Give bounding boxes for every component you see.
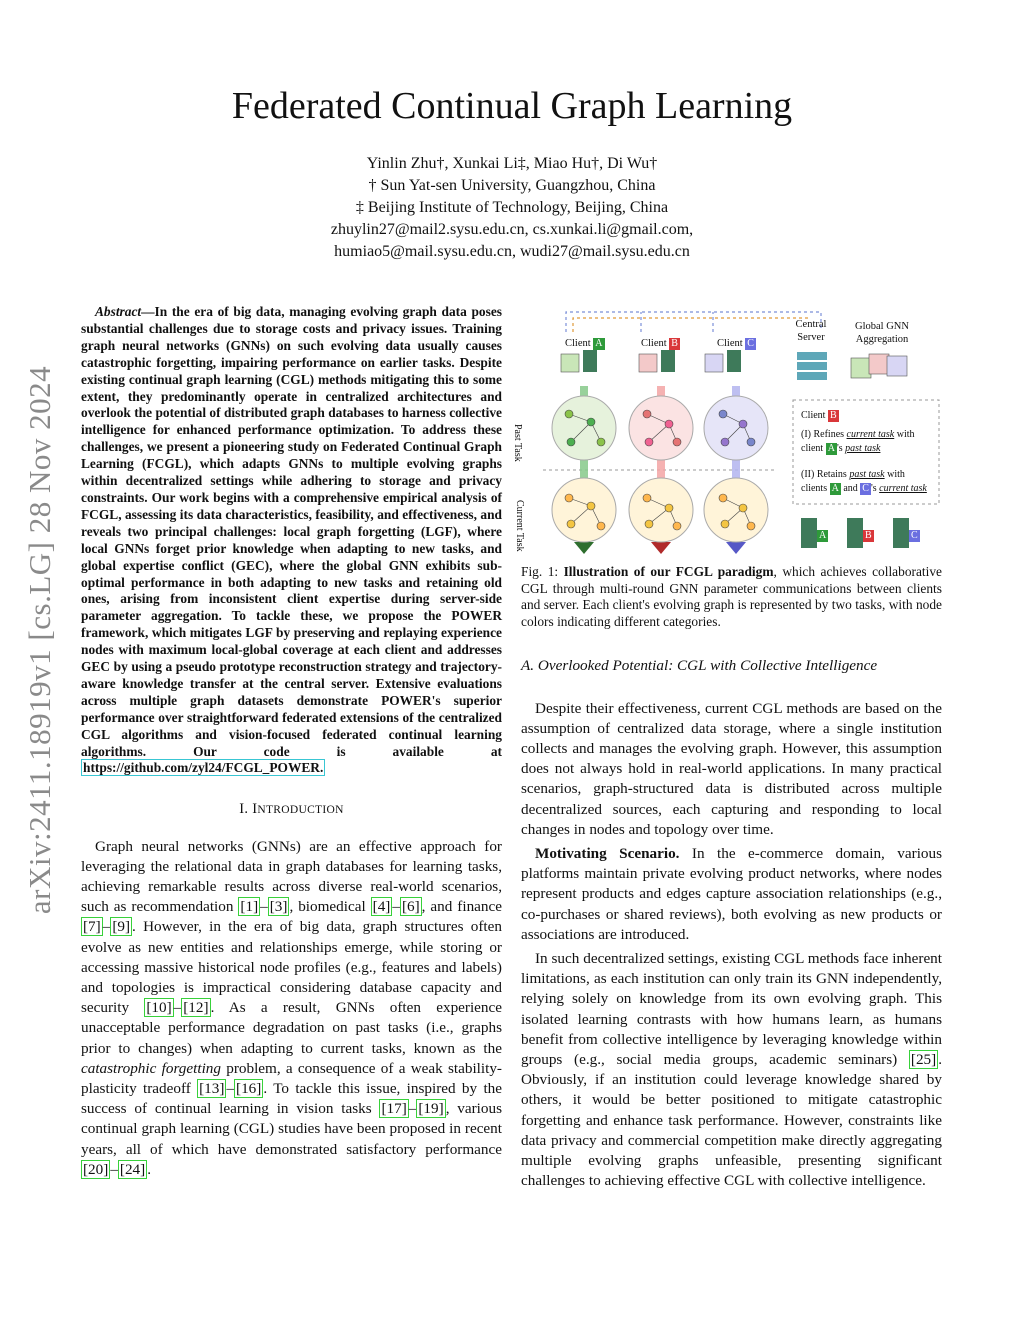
intro-emphasis: catastrophic forgetting (81, 1059, 221, 1077)
graph-b-current (629, 478, 693, 542)
section-heading-rest: NTRODUCTION (257, 804, 344, 817)
intro-text: , various continual graph learning (CGL) studies have been proposed in recent years, all of which have demonstrated satisfactory performance (81, 1100, 503, 1158)
section-a-paragraph-1: Despite their effectiveness, current CGL methods are based on the assumption of centralized data storage, where a single institution collects and manages the evolving graph. However, this assumption does not always hold in real-world applications. In many practical scenarios, graph-structured data is distributed across multiple decentralized sources, each capturing and responding to local changes in nodes and topology over time. (521, 699, 942, 838)
right-column (512, 304, 943, 1191)
section-number: I. (239, 801, 253, 818)
client-a-badge: A (595, 338, 603, 349)
citation[interactable]: [13] (199, 1080, 225, 1098)
current-task-label: Current Task (514, 500, 525, 552)
intro-text: . (147, 1160, 152, 1178)
panel-badge: A (831, 483, 839, 494)
client-c-label (717, 334, 756, 354)
badge-c: C (911, 530, 918, 541)
section-a-text: In such decentralized settings, existing CGL methods face inherent limitations, as each institution can only train its GNN independently, relying solely on knowledge from its own evolving graph. This isolated learning contrasts with how humans learn, as humans benefit from collective intelligence by leveraging knowledge within groups (e.g., social media groups, academic seminars) (521, 950, 942, 1069)
arrowhead-a (574, 542, 594, 554)
panel-client-text: Client (801, 410, 826, 421)
client-b-text: Client (641, 338, 667, 349)
panel-text: clients (801, 483, 830, 494)
panel-client-badge: B (829, 410, 837, 421)
intro-text: , and finance (421, 898, 502, 916)
client-b-label (641, 334, 680, 354)
panel-client-header (801, 406, 839, 426)
intro-text: . However, in the era of big data, graph structures often evolve as new entities and relationships emerge, while storing or accessing massive historical node profiles (e.g., features and labels) and topologies is impractical considering database capacity and security (81, 918, 502, 1017)
badge-a: A (819, 530, 827, 541)
caption-bold: Illustration of our FCGL paradigm (563, 564, 774, 579)
citation[interactable]: [16] (236, 1080, 262, 1098)
left-column (81, 304, 502, 1180)
graph-c-past (704, 396, 768, 460)
figure-1 (512, 304, 942, 554)
caption-label: Fig. 1: (521, 564, 564, 579)
email-line-1: zhuylin27@mail2.sysu.edu.cn, cs.xunkai.li@gmail.com, (330, 221, 694, 238)
panel-text: past task (849, 469, 885, 480)
past-task-label: Past Task (512, 424, 523, 462)
section-heading-introduction (81, 799, 502, 820)
client-b-badge: B (671, 338, 678, 349)
panel-text: 's (870, 483, 880, 494)
affiliation-1: † Sun Yat-sen University, Guangzhou, China (368, 177, 656, 194)
comm-line (573, 318, 811, 332)
client-a-text: Client (565, 338, 591, 349)
panel-text: client (801, 443, 826, 454)
section-heading-first: I (252, 801, 258, 818)
arxiv-text: arXiv:2411.18919v1 [cs.LG] 28 Nov 2024 (22, 365, 57, 915)
paper-title: Federated Continual Graph Learning (231, 85, 793, 127)
arrowhead-c (726, 542, 746, 554)
section-a-text: In the e-commerce domain, various platforms maintain private evolving product networks, where nodes represent products and edges capture association relationships (e.g., co-purchases or shared reviews), both evolving as new products or associations are introduced. (521, 845, 943, 943)
intro-text: . As a result, GNNs often experience unacceptable performance degradation on past tasks (i.e., graphs prior to changes) when adapting to current tasks, known as the (81, 999, 503, 1057)
section-a-paragraph-3 (521, 949, 942, 1191)
graph-c-current (704, 478, 768, 542)
panel-badge: C (862, 483, 869, 494)
intro-text: problem, a consequence of a weak stability-plasticity tradeoff (81, 1059, 502, 1098)
client-a-label (565, 334, 605, 354)
graph-b-past (629, 396, 693, 460)
bottom-badge-c (909, 526, 920, 546)
citation[interactable]: [25] (910, 1051, 937, 1069)
citation[interactable]: [19] (418, 1100, 444, 1118)
comm-line (566, 312, 821, 332)
intro-text: , biomedical (289, 898, 371, 916)
email-line-2: humiao5@mail.sysu.edu.cn, wudi27@mail.sysu.edu.cn (334, 243, 690, 260)
citation[interactable]: [17] (381, 1100, 407, 1118)
aggregation-icon (851, 354, 907, 378)
panel-text: (II) Retains (801, 469, 850, 480)
citation[interactable]: [3] (269, 898, 288, 916)
panel-text: and (840, 483, 861, 494)
arxiv-identifier (20, 340, 60, 940)
subsection-heading-a: A. Overlooked Potential: CGL with Collective Intelligence (521, 657, 878, 675)
bottom-badge-a (817, 526, 828, 546)
panel-text: current task (879, 483, 927, 494)
panel-text: past task (845, 443, 881, 454)
intro-paragraph: Graph neural networks (GNNs) are an effective approach for leveraging the relational data in graph databases for learning tasks, achieving remarkable results across diverse real-world scenarios, such as recommendation [1] – [3] , biomedical [4] – [6] , and finance [7] – [9] . However, in the era of big data, graph structures often evolve as new entities and relationships emerge, while storing or accessing massive historical node profiles (e.g., features and labels) and topologies is impractical considering database capacity and security [10] – [12] . As a result, GNNs often experience unacceptable performance degradation on past tasks (i.e., graphs prior to changes) when adapting to current tasks, known as the catastrophic forgetting problem, a consequence of a weak stability-plasticity tradeoff [13] – [16] . To tackle this issue, inspired by the success of continual learning in vision tasks [17] – [19] , various continual graph learning (CGL) studies have been proposed in recent years, all of which have demonstrated satisfactory performance [20] – [24] . (81, 837, 503, 1178)
graph-a-past (552, 396, 616, 460)
client-c-text: Client (717, 338, 743, 349)
citation[interactable]: [6] (401, 898, 420, 916)
citation[interactable]: [7] (83, 918, 101, 936)
panel-text: with (894, 429, 915, 440)
client-c-badge: C (747, 338, 754, 349)
panel-text: (I) Refines (801, 429, 847, 440)
author-names: Yinlin Zhu†, Xunkai Li‡, Miao Hu†, Di Wu† (366, 155, 658, 172)
citation[interactable]: [9] (112, 918, 131, 936)
panel-text: with (884, 469, 905, 480)
panel-text: current task (846, 429, 895, 440)
panel-line-ii (801, 468, 927, 496)
global-gnn-label: Global GNN Aggregation (855, 321, 909, 345)
citation[interactable]: [4] (372, 898, 391, 916)
abstract (81, 304, 502, 777)
intro-text: . To tackle this issue, inspired by the success of continual learning in vision tasks (81, 1080, 503, 1118)
bottom-badge-b (863, 526, 874, 546)
central-server-label: Central Server (795, 319, 827, 343)
abstract-text: —In the era of big data, managing evolving graph data poses substantial challenges due to storage costs and privacy issues. Training graph neural networks (GNNs) on such evolving data usually causes catastrophic forgetting, impairing performance on earlier tasks. Despite existing continual graph learning (CGL) methods mitigating this to some extent, they predominantly operate in centralized architectures and overlook the potential of distributed graph databases to harness collective intelligence for enhanced performance optimization. To address these challenges, we present a pioneering study on Federated Continual Graph Learning (FCGL), which adapts GNNs to multiple evolving graphs within decentralized settings while adhering to storage and privacy constraints. Our work begins with a comprehensive empirical analysis of FCGL, assessing its data characteristics, feasibility, and effectiveness, and reveals two principal challenges: local graph forgetting (LGF), where local GNNs forget prior knowledge when adapting to new tasks, and global expertise conflict (GEC), where the global GNN exhibits sub-optimal performance in both adapting to new tasks and retaining old ones, arising from inconsistent client expertise during server-side parameter aggregation. To tackle these, we propose the POWER framework, which mitigates LGF by preserving and replaying experience nodes with maximum local-global coverage at each client and addresses GEC by using a pseudo prototype reconstruction strategy and trajectory-aware knowledge transfer at the central server. Extensive evaluations across multiple graph datasets demonstrate POWER's superior performance over straightforward federated extensions of the centralized CGL algorithms and vision-focused federated continual learning algorithms. Our code is available at (81, 304, 502, 759)
citation[interactable]: [20] (83, 1160, 109, 1178)
badge-b: B (865, 530, 872, 541)
section-a-text: . Obviously, if an institution could leverage knowledge shared by others, it would be better positioned to mitigate catastrophic forgetting and enhance task performance. However, constraints like data privacy and commercial competition make directly aggregating multiple evolving graphs unfeasible, presenting significant challenges to achieving effective CGL with collective intelligence. (521, 1051, 942, 1190)
affiliation-2: ‡ Beijing Institute of Technology, Beijing, China (355, 199, 669, 216)
citation[interactable]: [1] (240, 898, 259, 916)
abstract-label: Abstract (95, 304, 142, 319)
panel-badge: A (827, 443, 835, 454)
citation[interactable]: [24] (119, 1160, 146, 1178)
server-icon (797, 352, 827, 380)
code-link[interactable]: https://github.com/zyl24/FCGL_POWER. (83, 760, 324, 776)
figure-caption (521, 564, 942, 630)
caption-text: , which achieves collaborative CGL through multi-round GNN parameter communications between clients and server. Each client's evolving graph is represented by two tasks, with node colors indicating different categories. (521, 564, 942, 629)
citation[interactable]: [12] (183, 999, 209, 1017)
arrowhead-b (651, 542, 671, 554)
panel-text: 's (836, 443, 846, 454)
author-block (0, 153, 1024, 263)
motivating-label: Motivating Scenario. (535, 845, 680, 862)
citation[interactable]: [10] (146, 999, 172, 1017)
section-a-paragraph-2 (521, 844, 942, 945)
intro-text: Graph neural networks (GNNs) are an effective approach for leveraging the relational data in graph databases for learning tasks, achieving remarkable results across diverse real-world scenarios, such as recommendation (81, 837, 502, 916)
panel-line-i (801, 428, 915, 456)
graph-a-current (552, 478, 616, 542)
